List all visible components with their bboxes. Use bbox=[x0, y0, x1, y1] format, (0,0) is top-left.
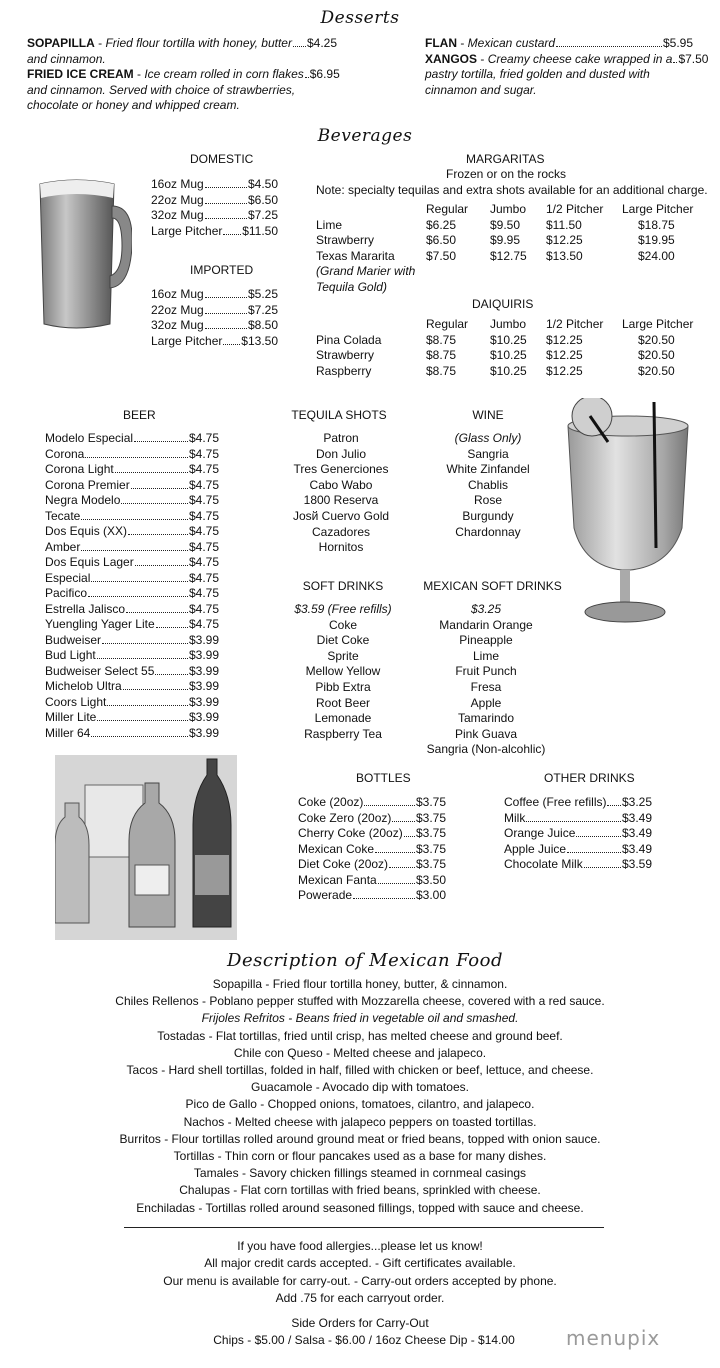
table-header-row: Regular Jumbo 1/2 Pitcher Large Pitcher bbox=[426, 317, 694, 331]
leader-dots bbox=[389, 867, 415, 868]
item-price: $3.49 bbox=[621, 841, 652, 856]
dessert-desc: pastry tortilla, fried golden and dusted with bbox=[425, 67, 650, 81]
list-item bbox=[45, 695, 219, 711]
list-item: Chardonnay bbox=[455, 524, 521, 539]
list-item: Fruit Punch bbox=[455, 664, 517, 679]
list-item: 22oz Mug $7.25 bbox=[151, 302, 278, 317]
list-item: 32oz Mug $7.25 bbox=[151, 208, 278, 222]
item-price: $3.59 bbox=[621, 857, 652, 871]
list-item bbox=[504, 811, 652, 827]
other-drinks-list bbox=[504, 795, 652, 873]
item-price: $4.75 bbox=[188, 431, 219, 445]
list-item: Patron bbox=[323, 431, 359, 445]
item-name: Especial bbox=[45, 570, 91, 585]
list-item: Enchiladas - Tortillas rolled around seasoned fillings, topped with sauce and cheese. bbox=[136, 1200, 584, 1215]
list-item: Cabo Wabo bbox=[309, 477, 373, 492]
list-item: All major credit cards accepted. - Gift certificates available. bbox=[204, 1256, 516, 1271]
item-name: Bud Light bbox=[45, 648, 96, 662]
list-item bbox=[298, 873, 446, 889]
dessert-item-xangos: XANGOS - Creamy cheese cake wrapped in a $7.50 bbox=[425, 51, 709, 66]
mexican-soft-drinks-heading: MEXICAN SOFT DRINKS bbox=[423, 579, 562, 593]
item-price: $4.75 bbox=[188, 493, 219, 507]
item-price: $3.75 bbox=[415, 795, 446, 809]
table-row: Strawberry $8.75 $10.25 $12.25 $20.50 bbox=[316, 348, 675, 362]
list-item: Fresa bbox=[470, 679, 502, 694]
list-item: Tostadas - Flat tortillas, fried until crisp, has melted cheese and ground beef. bbox=[157, 1028, 563, 1043]
leader-dots bbox=[375, 852, 415, 853]
item-name: Powerade bbox=[298, 888, 353, 902]
table-header-row: Regular Jumbo 1/2 Pitcher Large Pitcher bbox=[426, 202, 694, 216]
list-item: 16oz Mug $4.50 bbox=[151, 177, 278, 191]
mexican-soft-note: $3.25 bbox=[470, 602, 502, 616]
list-item: Sangria bbox=[467, 446, 509, 461]
leader-dots bbox=[97, 720, 188, 721]
beer-heading: BEER bbox=[123, 408, 156, 422]
item-name: Diet Coke (20oz) bbox=[298, 857, 389, 871]
leader-dots bbox=[102, 643, 188, 644]
list-item bbox=[45, 478, 219, 494]
wine-note: (Glass Only) bbox=[454, 431, 522, 445]
list-item bbox=[298, 842, 446, 858]
margaritas-table bbox=[316, 202, 693, 295]
list-item bbox=[504, 857, 652, 873]
daiquiris-table bbox=[316, 317, 693, 379]
list-item bbox=[45, 586, 219, 602]
leader-dots bbox=[576, 836, 621, 837]
item-name: Corona Premier bbox=[45, 477, 130, 492]
list-item: Pineapple bbox=[459, 633, 513, 648]
leader-dots bbox=[128, 534, 188, 535]
imported-heading: IMPORTED bbox=[190, 263, 254, 277]
item-name: Yuengling Yager Lite bbox=[45, 617, 155, 631]
list-item: 32oz Mug $8.50 bbox=[151, 318, 278, 332]
margaritas-note: Note: specialty tequilas and extra shots available for an additional charge. bbox=[316, 183, 708, 197]
item-price: $3.75 bbox=[415, 810, 446, 825]
leader-dots bbox=[131, 488, 188, 489]
list-item: Mellow Yellow bbox=[305, 664, 381, 679]
leader-dots bbox=[126, 612, 188, 613]
list-item bbox=[45, 633, 219, 649]
list-item: White Zinfandel bbox=[446, 462, 530, 477]
item-name: Coke (20oz) bbox=[298, 795, 364, 809]
list-item: Tortillas - Thin corn or flour pancakes used as a base for many dishes. bbox=[173, 1149, 547, 1164]
item-price: $4.75 bbox=[188, 524, 219, 538]
item-name: Milk bbox=[504, 810, 526, 825]
list-item bbox=[45, 726, 219, 742]
leader-dots bbox=[134, 441, 188, 442]
leader-dots bbox=[584, 867, 621, 868]
item-price: $3.99 bbox=[188, 710, 219, 724]
item-name: Budweiser bbox=[45, 632, 102, 647]
item-price: $3.50 bbox=[415, 872, 446, 887]
list-item bbox=[45, 431, 219, 447]
item-price: $4.75 bbox=[188, 446, 219, 461]
dessert-desc: and cinnamon. Served with choice of strawberries, bbox=[27, 82, 296, 97]
item-name: Budweiser Select 55 bbox=[45, 663, 155, 678]
leader-dots bbox=[91, 736, 188, 737]
list-item bbox=[45, 648, 219, 664]
item-name: Cherry Coke (20oz) bbox=[298, 826, 403, 840]
item-price: $4.75 bbox=[188, 462, 219, 476]
item-name: Chocolate Milk bbox=[504, 857, 583, 871]
margarita-glass-image bbox=[550, 398, 695, 634]
list-item bbox=[45, 617, 219, 633]
leader-dots bbox=[364, 805, 415, 806]
leader-dots bbox=[85, 457, 188, 458]
table-row: (Grand Marier with bbox=[316, 264, 416, 278]
list-item bbox=[45, 555, 219, 571]
item-name: Mexican Coke bbox=[298, 841, 375, 856]
item-price: $3.75 bbox=[415, 826, 446, 840]
item-price: $3.75 bbox=[415, 857, 446, 871]
list-item: Sopapilla - Fried flour tortilla honey, butter, & cinnamon. bbox=[212, 977, 508, 991]
item-price: $3.99 bbox=[188, 694, 219, 709]
leader-dots bbox=[404, 836, 415, 837]
item-name: Orange Juice bbox=[504, 826, 576, 840]
leader-dots bbox=[378, 883, 415, 884]
soft-drinks-list bbox=[283, 602, 403, 742]
domestic-heading: DOMESTIC bbox=[190, 152, 254, 166]
item-price: $3.00 bbox=[415, 888, 446, 902]
divider bbox=[124, 1227, 604, 1228]
margaritas-heading: MARGARITAS bbox=[466, 152, 545, 166]
item-price: $3.49 bbox=[621, 826, 652, 840]
list-item: Tres Generciones bbox=[293, 462, 389, 477]
item-name: Miller Lite bbox=[45, 710, 97, 724]
item-name: Miller 64 bbox=[45, 725, 91, 740]
dessert-desc: cinnamon and sugar. bbox=[425, 82, 537, 97]
domestic-list bbox=[151, 177, 278, 239]
list-item: Mandarin Orange bbox=[439, 617, 533, 632]
bottles-list bbox=[298, 795, 446, 904]
item-price: $4.75 bbox=[188, 586, 219, 600]
dessert-item-sopapilla: SOPAPILLA - Fried flour tortilla with honey, butter $4.25 bbox=[27, 36, 337, 50]
imported-list bbox=[151, 287, 278, 349]
list-item bbox=[45, 710, 219, 726]
list-item bbox=[298, 888, 446, 904]
item-name: Tecate bbox=[45, 508, 81, 523]
list-item: Chalupas - Flat corn tortillas with fried beans, sprinkled with cheese. bbox=[179, 1183, 541, 1198]
item-price: $4.75 bbox=[188, 477, 219, 492]
wine-list bbox=[408, 431, 568, 540]
list-item: Lemonade bbox=[314, 711, 372, 726]
list-item: Coke bbox=[328, 617, 357, 632]
list-item bbox=[298, 826, 446, 842]
table-row: Pina Colada $8.75 $10.25 $12.25 $20.50 bbox=[316, 332, 675, 347]
leader-dots bbox=[107, 705, 188, 706]
item-price: $4.75 bbox=[188, 601, 219, 616]
tequila-bottles-image bbox=[55, 755, 237, 940]
list-item bbox=[45, 540, 219, 556]
leader-dots bbox=[97, 658, 188, 659]
item-name: Pacifico bbox=[45, 586, 88, 600]
list-item: Josй Cuervo Gold bbox=[292, 508, 390, 523]
list-item: Raspberry Tea bbox=[304, 726, 382, 741]
leader-dots bbox=[156, 627, 188, 628]
item-name: Corona bbox=[45, 446, 85, 461]
leader-dots bbox=[123, 689, 188, 690]
item-price: $3.75 bbox=[415, 841, 446, 856]
list-item: Nachos - Melted cheese with jalapeco peppers on toasted tortillas. bbox=[183, 1114, 537, 1129]
leader-dots bbox=[526, 821, 621, 822]
list-item: Apple bbox=[470, 695, 502, 710]
item-price: $3.49 bbox=[621, 810, 652, 825]
list-item: Tamarindo bbox=[457, 711, 515, 726]
list-item bbox=[45, 524, 219, 540]
table-row: Strawberry $6.50 $9.95 $12.25 $19.95 bbox=[316, 233, 675, 247]
list-item bbox=[298, 857, 446, 873]
item-name: Coke Zero (20oz) bbox=[298, 810, 392, 825]
leader-dots bbox=[91, 581, 188, 582]
bottles-heading: BOTTLES bbox=[356, 771, 411, 785]
leader-dots bbox=[81, 550, 188, 551]
dessert-desc: and cinnamon. bbox=[27, 51, 106, 66]
item-name: Amber bbox=[45, 539, 81, 554]
desserts-left-column bbox=[27, 36, 340, 114]
daiquiris-heading: DAIQUIRIS bbox=[472, 297, 534, 311]
list-item: Burgundy bbox=[462, 508, 514, 523]
list-item: Diet Coke bbox=[316, 633, 370, 648]
list-item: Rose bbox=[473, 493, 502, 508]
leader-dots bbox=[121, 503, 188, 504]
list-item: Pink Guava bbox=[454, 726, 518, 741]
dessert-item-fried-ice-cream: FRIED ICE CREAM - Ice cream rolled in corn flakes $6.95 bbox=[27, 67, 340, 81]
item-name: Mexican Fanta bbox=[298, 872, 377, 887]
list-item: Add .75 for each carryout order. bbox=[275, 1291, 445, 1306]
beverages-title: Beverages bbox=[317, 126, 413, 146]
table-row: Tequila Gold) bbox=[316, 279, 387, 294]
list-item: If you have food allergies...please let us know! bbox=[237, 1239, 483, 1253]
list-item bbox=[45, 493, 219, 509]
beer-list bbox=[45, 431, 219, 741]
list-item bbox=[504, 826, 652, 842]
description-title: Description of Mexican Food bbox=[227, 950, 503, 971]
side-orders: Chips - $5.00 / Salsa - $6.00 / 16oz Cheese Dip - $14.00 bbox=[213, 1333, 515, 1347]
list-item bbox=[504, 795, 652, 811]
list-item bbox=[45, 679, 219, 695]
margaritas-subheading: Frozen or on the rocks bbox=[446, 167, 567, 181]
table-row: Raspberry $8.75 $10.25 $12.25 $20.50 bbox=[316, 363, 675, 378]
item-name: Estrella Jalisco bbox=[45, 601, 126, 616]
beer-mug-image bbox=[36, 176, 132, 332]
list-item: Pico de Gallo - Chopped onions, tomatoes, cilantro, and jalapeco. bbox=[185, 1097, 535, 1112]
tequila-heading: TEQUILA SHOTS bbox=[291, 408, 387, 422]
item-price: $4.75 bbox=[188, 570, 219, 585]
item-name: Coffee (Free refills) bbox=[504, 795, 607, 809]
list-item bbox=[504, 842, 652, 858]
list-item: Frijoles Refritos - Beans fried in vegetable oil and smashed. bbox=[201, 1011, 519, 1026]
item-price: $3.99 bbox=[188, 632, 219, 647]
tequila-list bbox=[281, 431, 401, 556]
list-item bbox=[45, 664, 219, 680]
list-item: Don Julio bbox=[315, 446, 367, 461]
list-item: Sangria (Non-alcohlic) bbox=[426, 742, 546, 757]
leader-dots bbox=[81, 519, 188, 520]
item-name: Corona Light bbox=[45, 462, 114, 476]
list-item: Pibb Extra bbox=[315, 679, 371, 694]
list-item: Cazadores bbox=[311, 524, 371, 539]
list-item: Root Beer bbox=[315, 695, 371, 710]
soft-drinks-note: $3.59 (Free refills) bbox=[294, 602, 392, 616]
leader-dots bbox=[135, 565, 188, 566]
list-item: 1800 Reserva bbox=[303, 493, 379, 508]
list-item: Large Pitcher $13.50 bbox=[151, 333, 278, 348]
list-item bbox=[45, 602, 219, 618]
item-price: $3.99 bbox=[188, 663, 219, 678]
desserts-title: Desserts bbox=[320, 8, 400, 28]
item-price: $4.75 bbox=[188, 539, 219, 554]
mexican-soft-drinks-list bbox=[400, 602, 572, 758]
item-price: $4.75 bbox=[188, 555, 219, 569]
list-item: Chiles Rellenos - Poblano pepper stuffed with Mozzarella cheese, covered with a red sauce. bbox=[115, 994, 605, 1009]
item-name: Michelob Ultra bbox=[45, 679, 122, 693]
list-item bbox=[298, 795, 446, 811]
list-item: 22oz Mug $6.50 bbox=[151, 192, 278, 207]
wine-heading: WINE bbox=[472, 408, 504, 422]
item-name: Dos Equis Lager bbox=[45, 555, 134, 569]
item-price: $4.75 bbox=[188, 508, 219, 523]
item-price: $3.25 bbox=[621, 795, 652, 809]
soft-drinks-heading: SOFT DRINKS bbox=[302, 579, 384, 593]
item-name: Apple Juice bbox=[504, 841, 567, 856]
list-item: Sprite bbox=[327, 648, 359, 663]
list-item: 16oz Mug $5.25 bbox=[151, 287, 278, 301]
desserts-right-column bbox=[425, 36, 709, 98]
item-name: Coors Light bbox=[45, 694, 107, 709]
leader-dots bbox=[115, 472, 188, 473]
item-price: $4.75 bbox=[188, 617, 219, 631]
other-drinks-heading: OTHER DRINKS bbox=[544, 771, 635, 785]
leader-dots bbox=[567, 852, 621, 853]
table-row: Lime $6.25 $9.50 $11.50 $18.75 bbox=[316, 217, 675, 232]
side-orders-heading: Side Orders for Carry-Out bbox=[291, 1316, 429, 1330]
item-price: $3.99 bbox=[188, 725, 219, 740]
list-item bbox=[298, 811, 446, 827]
list-item: Burritos - Flour tortillas rolled around ground meat or fried beans, topped with onion sauce. bbox=[119, 1131, 601, 1146]
footer-notes bbox=[0, 1238, 720, 1308]
list-item: Hornitos bbox=[318, 540, 364, 555]
item-name: Negra Modelo bbox=[45, 493, 121, 507]
watermark: menupix bbox=[566, 1326, 661, 1350]
description-list bbox=[0, 976, 720, 1217]
list-item bbox=[45, 462, 219, 478]
item-price: $3.99 bbox=[188, 679, 219, 693]
dessert-desc: chocolate or honey and whipped cream. bbox=[27, 98, 240, 112]
list-item: Guacamole - Avocado dip with tomatoes. bbox=[251, 1080, 469, 1095]
item-name: Dos Equis (XX) bbox=[45, 524, 128, 538]
list-item: Our menu is available for carry-out. - Carry-out orders accepted by phone. bbox=[163, 1273, 557, 1288]
leader-dots bbox=[155, 674, 188, 675]
list-item: Large Pitcher $11.50 bbox=[151, 223, 278, 238]
list-item bbox=[45, 509, 219, 525]
leader-dots bbox=[392, 821, 415, 822]
leader-dots bbox=[88, 596, 188, 597]
table-row: Texas Mararita $7.50 $12.75 $13.50 $24.00 bbox=[316, 248, 675, 263]
list-item: Chablis bbox=[467, 477, 509, 492]
list-item bbox=[45, 447, 219, 463]
dessert-item-flan: FLAN - Mexican custard $5.95 bbox=[425, 36, 693, 50]
list-item: Tacos - Hard shell tortillas, folded in half, filled with chicken or beef, lettuce, and cheese. bbox=[126, 1063, 594, 1078]
list-item: Tamales - Savory chicken fillings steamed in cornmeal casings bbox=[193, 1166, 527, 1181]
list-item: Chile con Queso - Melted cheese and jalapeco. bbox=[233, 1045, 487, 1060]
item-price: $3.99 bbox=[188, 648, 219, 662]
list-item bbox=[45, 571, 219, 587]
list-item: Lime bbox=[472, 648, 499, 663]
leader-dots bbox=[607, 805, 620, 806]
leader-dots bbox=[353, 898, 415, 899]
item-name: Modelo Especial bbox=[45, 431, 134, 445]
